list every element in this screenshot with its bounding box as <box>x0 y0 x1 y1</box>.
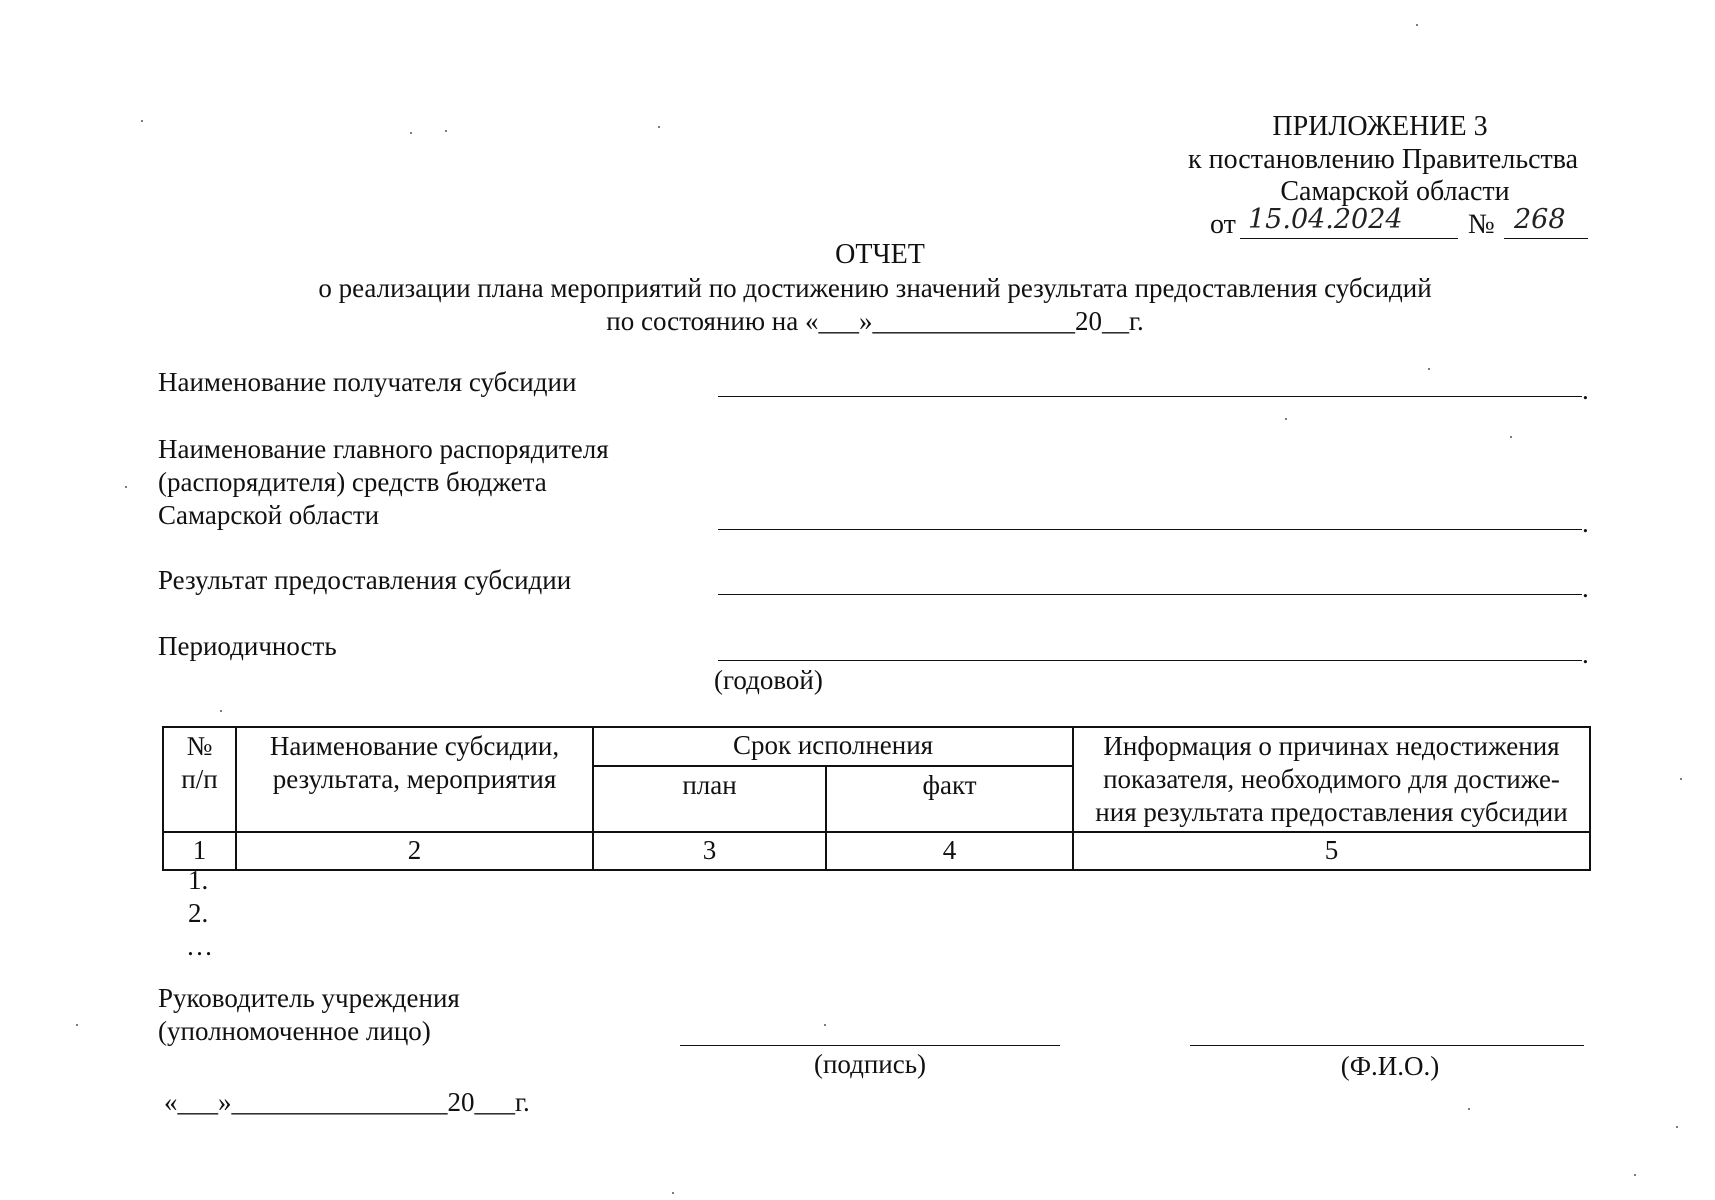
field-label-distributor-2: (распорядителя) средств бюджета <box>158 467 547 497</box>
scan-speck <box>1468 1108 1470 1110</box>
signature-date: «___»________________20___г. <box>164 1087 530 1117</box>
field-line-periodicity[interactable] <box>718 660 1582 661</box>
col-header-fact: факт <box>826 766 1073 832</box>
appendix-title: ПРИЛОЖЕНИЕ 3 <box>1272 111 1488 142</box>
scan-speck <box>658 126 660 128</box>
head-title-line-1: Руководитель учреждения <box>158 983 460 1013</box>
scan-speck <box>1428 368 1430 370</box>
table-row-numbering <box>163 832 1590 870</box>
scan-speck <box>220 710 222 712</box>
field-label-result: Результат предоставления субсидии <box>158 565 572 595</box>
field-label-distributor-1: Наименование главного распорядителя <box>158 434 609 464</box>
list-item: 1. <box>188 865 209 895</box>
field-line-result[interactable] <box>718 594 1582 595</box>
field-line-recipient[interactable] <box>718 396 1582 397</box>
list-item: 2. <box>188 898 209 928</box>
report-table <box>162 726 1591 871</box>
scan-speck <box>410 132 412 134</box>
col-number-cell: 3 <box>593 832 826 870</box>
name-line[interactable] <box>1190 1045 1584 1046</box>
name-caption: (Ф.И.О.) <box>1340 1051 1440 1081</box>
field-suffix: . <box>1582 375 1589 405</box>
scan-speck <box>672 1192 674 1194</box>
periodicity-note: (годовой) <box>714 665 823 695</box>
col-header-plan: план <box>593 766 826 832</box>
col-header-info <box>1073 727 1590 832</box>
scan-speck <box>824 1024 826 1026</box>
col-number-cell: 4 <box>826 832 1073 870</box>
col-header-info-line-2: показателя, необходимого для достиже- <box>1103 763 1560 794</box>
col-number-cell: 2 <box>236 832 593 870</box>
handwritten-date: 15.04.2024 <box>1248 204 1403 235</box>
appendix-number-prefix: № <box>1468 209 1495 240</box>
signature-line[interactable] <box>680 1045 1060 1046</box>
scan-speck <box>1634 1174 1636 1176</box>
field-label-periodicity: Периодичность <box>158 631 337 661</box>
field-label-recipient: Наименование получателя субсидии <box>158 367 577 397</box>
col-header-name-line-1: Наименование субсидии, <box>269 731 560 761</box>
field-suffix: . <box>1582 639 1589 669</box>
report-as-of-date: по состоянию на «___»_______________20__г. <box>606 306 1144 336</box>
scan-speck <box>1680 778 1682 780</box>
col-header-deadline-group: Срок исполнения <box>593 727 1073 766</box>
field-suffix: . <box>1582 508 1589 538</box>
field-line-distributor[interactable] <box>718 529 1582 530</box>
scan-speck <box>1510 436 1512 438</box>
handwritten-number: 268 <box>1514 204 1566 235</box>
field-suffix: . <box>1582 573 1589 603</box>
col-number-cell: 5 <box>1073 832 1590 870</box>
col-header-number-line-2: п/п <box>181 763 218 794</box>
col-number-cell: 1 <box>163 832 236 870</box>
report-subtitle: о реализации плана мероприятий по достижению значений результата предоставления субсидий <box>318 273 1432 303</box>
col-header-number-line-1: № <box>186 731 213 761</box>
col-header-name <box>236 727 593 832</box>
col-header-info-line-1: Информация о причинах недостижения <box>1103 731 1560 761</box>
scan-speck <box>445 130 447 132</box>
scan-speck <box>1416 24 1418 26</box>
head-title-line-2: (уполномоченное лицо) <box>158 1016 431 1046</box>
scan-speck <box>76 1024 78 1026</box>
scan-speck <box>125 486 127 488</box>
scan-speck <box>1676 1126 1678 1128</box>
col-header-number <box>163 727 236 832</box>
appendix-line-2: Самарской области <box>1280 176 1510 207</box>
list-item: … <box>186 931 213 961</box>
appendix-line-1: к постановлению Правительства <box>1188 144 1579 175</box>
signature-caption: (подпись) <box>813 1049 927 1079</box>
scan-speck <box>141 120 143 122</box>
col-header-name-line-2: результата, мероприятия <box>272 763 557 794</box>
scan-speck <box>1285 418 1287 420</box>
report-title: ОТЧЕТ <box>835 239 925 270</box>
field-label-distributor-3: Самарской области <box>158 500 380 530</box>
appendix-date-prefix: от <box>1210 209 1236 240</box>
col-header-info-line-3: ния результата предоставления субсидии <box>1095 796 1568 827</box>
